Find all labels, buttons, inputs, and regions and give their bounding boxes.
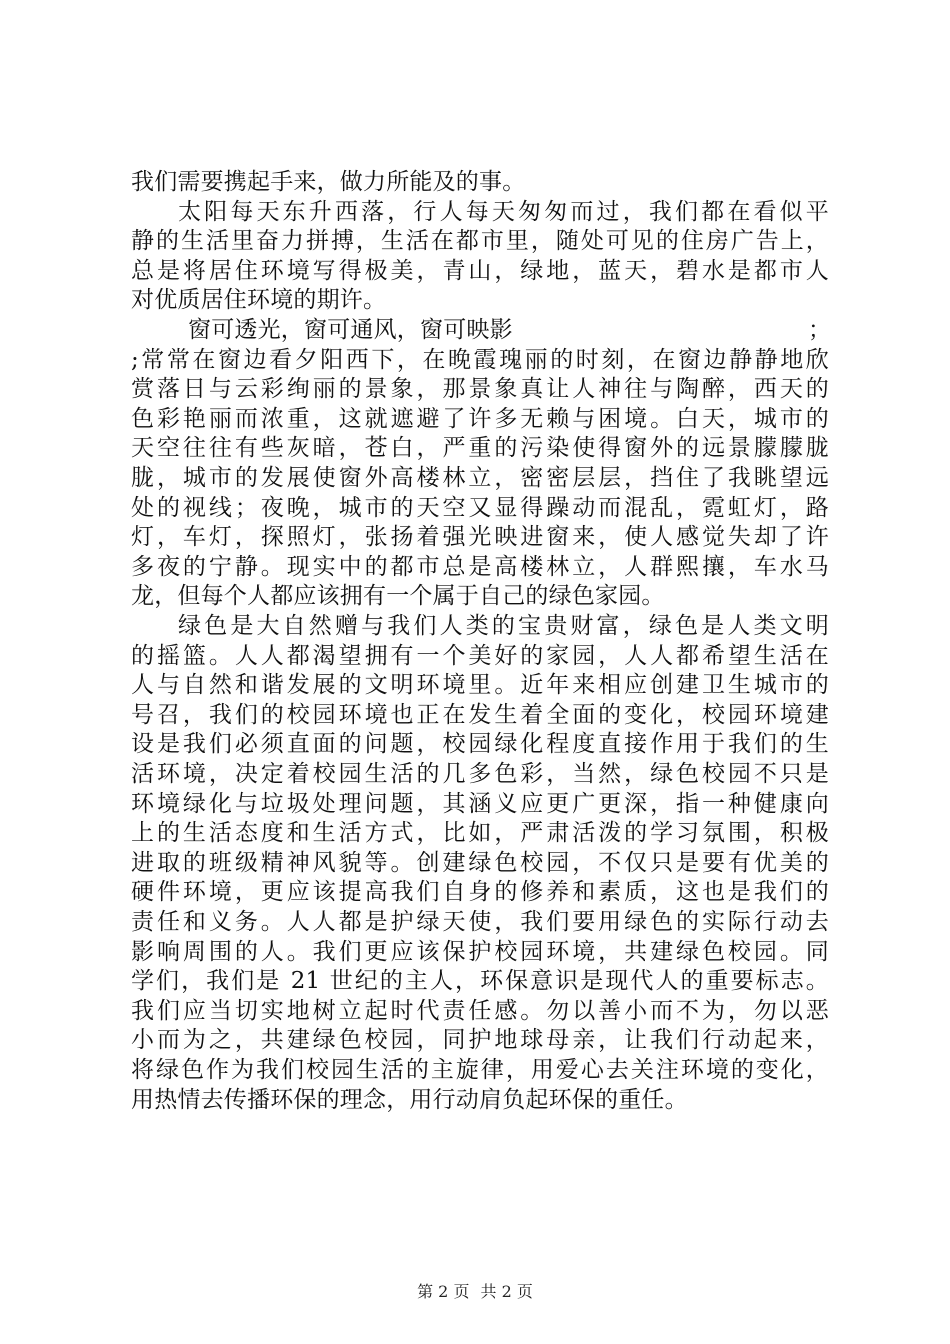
paragraph-line: 上的生活态度和生活方式，比如，严肃活泼的学习氛围，积极	[131, 820, 829, 847]
paragraph-line: 活环境，决定着校园生活的几多色彩，当然，绿色校园不只是	[131, 761, 829, 787]
paragraph-line: 硬件环境，更应该提高我们自身的修养和素质，这也是我们的	[131, 879, 829, 906]
paragraph-line: 静的生活里奋力拼搏，生活在都市里，随处可见的住房广告上，	[131, 228, 829, 255]
paragraph-line: 处的视线；夜晚，城市的天空又显得躁动而混乱，霓虹灯，路	[131, 494, 829, 521]
paragraph-line: 色彩艳丽而浓重，这就遮避了许多无赖与困境。白天，城市的	[131, 405, 829, 432]
paragraph-line: 我们需要携起手来，做力所能及的事。	[131, 169, 526, 195]
paragraph-line: 环境绿化与垃圾处理问题，其涵义应更广更深，指一种健康向	[131, 790, 829, 817]
paragraph-line: 我们应当切实地树立起时代责任感。勿以善小而不为，勿以恶	[131, 997, 829, 1024]
paragraph-line: 太阳每天东升西落，行人每天匆匆而过，我们都在看似平	[178, 198, 829, 225]
paragraph-line: 学们，我们是 21 世纪的主人，环保意识是现代人的重要标志。	[131, 968, 829, 995]
page-total: 共 2 页	[480, 1282, 533, 1301]
paragraph-line: 总是将居住环境写得极美，青山，绿地，蓝天，碧水是都市人	[131, 257, 829, 284]
paragraph-line: 责任和义务。人人都是护绿天使，我们要用绿色的实际行动去	[131, 909, 829, 935]
paragraph-line: 进取的班级精神风貌等。创建绿色校园，不仅只是要有优美的	[131, 849, 829, 876]
paragraph-line: 号召，我们的校园环境也正在发生着全面的变化，校园环境建	[131, 701, 829, 728]
paragraph-line: 赏落日与云彩绚丽的景象，那景象真让人神往与陶醉，西天的	[131, 376, 829, 403]
trailing-semicolon: ；	[808, 317, 832, 343]
paragraph-line: 影响周围的人。我们更应该保护校园环境，共建绿色校园。同	[131, 938, 829, 965]
paragraph-line: 对优质居住环境的期许。	[131, 287, 387, 314]
paragraph-line: 用热情去传播环保的理念，用行动肩负起环保的重任。	[131, 1086, 688, 1113]
paragraph-line: 窗可透光，窗可通风，窗可映影	[188, 317, 513, 343]
paragraph-line: 人与自然和谐发展的文明环境里。近年来相应创建卫生城市的	[131, 672, 829, 699]
paragraph-line: 灯，车灯，探照灯，张扬着强光映进窗来，使人感觉失却了许	[131, 524, 829, 551]
page-footer	[0, 1282, 950, 1302]
paragraph-line: 绿色是大自然赠与我们人类的宝贵财富，绿色是人类文明	[178, 613, 829, 639]
paragraph-line: 龙，但每个人都应该拥有一个属于自己的绿色家园。	[131, 583, 665, 610]
paragraph-line: ;常常在窗边看夕阳西下，在晚霞瑰丽的时刻，在窗边静静地欣	[131, 346, 829, 373]
page-number: 第 2 页	[417, 1282, 470, 1301]
paragraph-line: 胧，城市的发展使窗外高楼林立，密密层层，挡住了我眺望远	[131, 465, 829, 491]
paragraph-line: 小而为之，共建绿色校园，同护地球母亲，让我们行动起来，	[131, 1027, 829, 1054]
paragraph-line: 天空往往有些灰暗，苍白，严重的污染使得窗外的远景朦朦胧	[131, 435, 829, 462]
paragraph-line: 的摇篮。人人都渴望拥有一个美好的家园，人人都希望生活在	[131, 642, 829, 669]
paragraph-line: 多夜的宁静。现实中的都市总是高楼林立，人群熙攘，车水马	[131, 553, 829, 580]
paragraph-line: 设是我们必须直面的问题，校园绿化程度直接作用于我们的生	[131, 731, 829, 758]
paragraph-line: 将绿色作为我们校园生活的主旋律，用爱心去关注环境的变化，	[131, 1057, 829, 1083]
